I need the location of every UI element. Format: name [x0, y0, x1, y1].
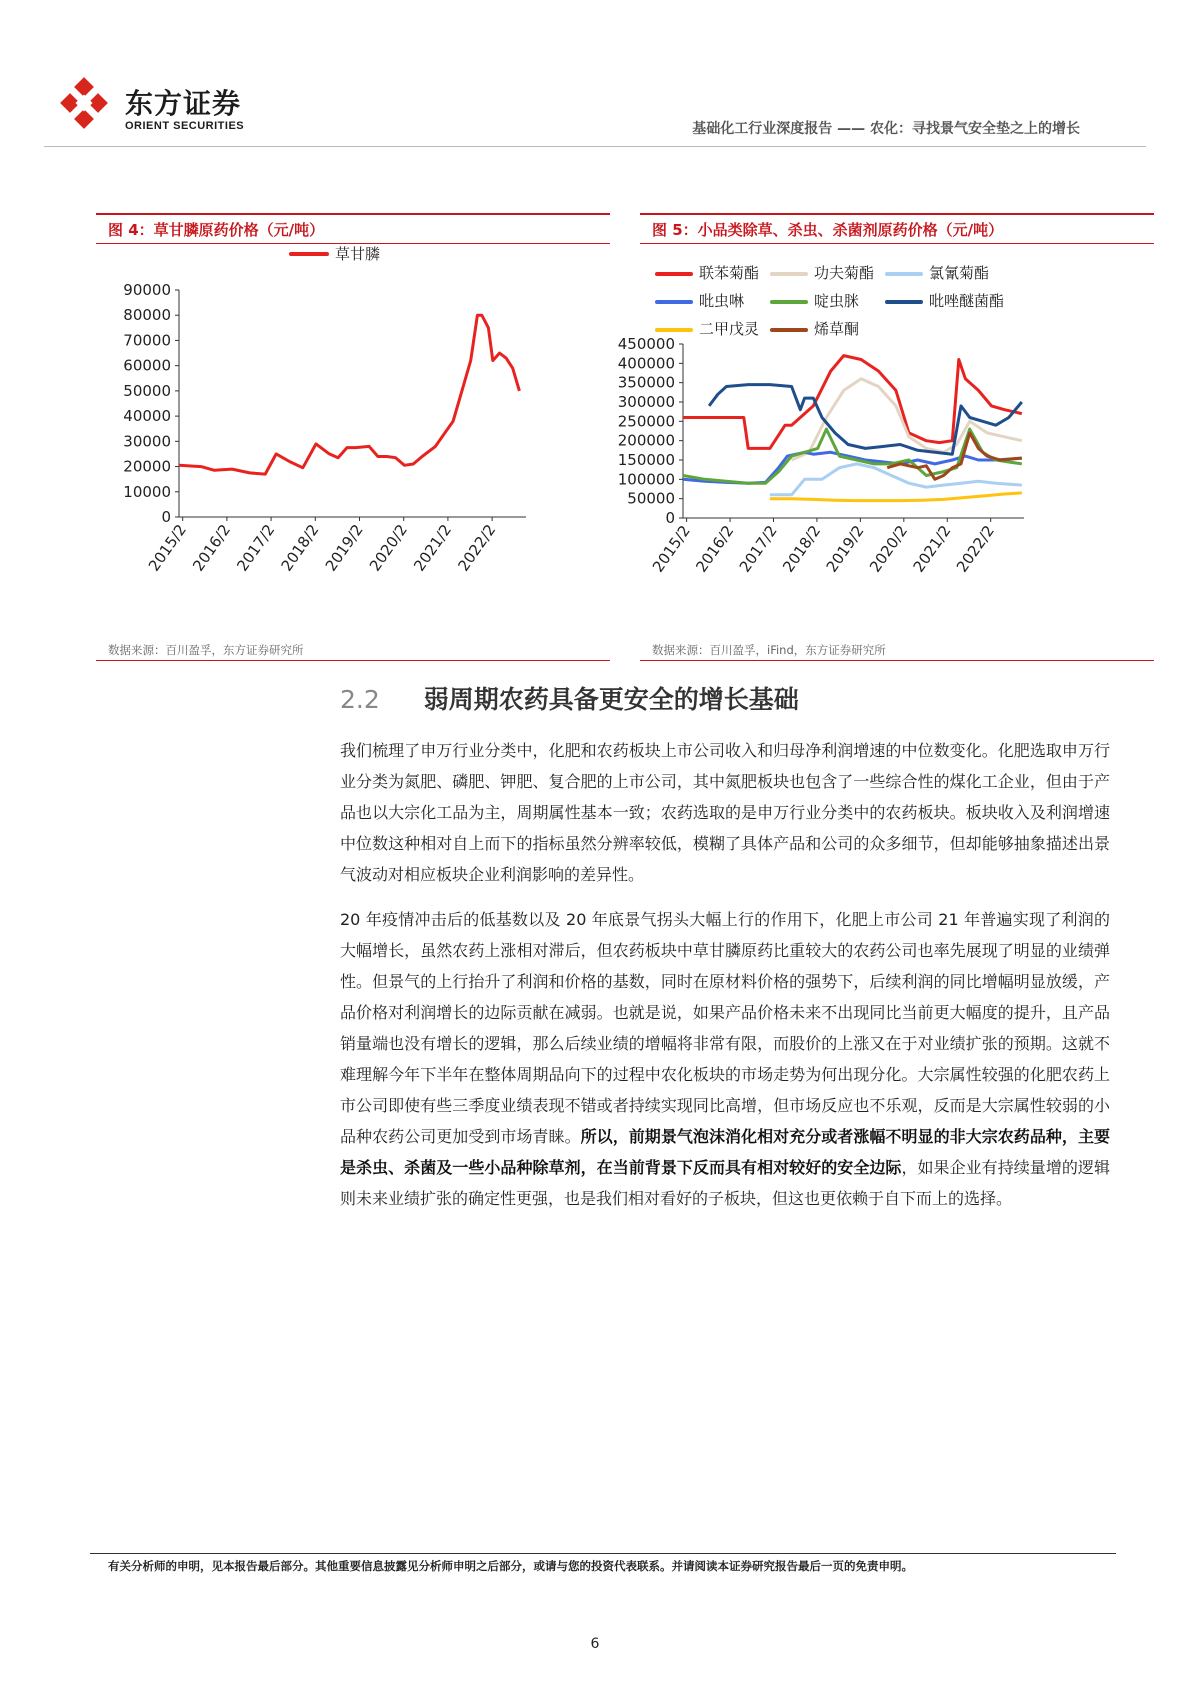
- y-tick-label: 30000: [123, 432, 171, 451]
- x-tick-label: 2016/2: [692, 521, 738, 576]
- legend-item: [770, 262, 874, 283]
- x-tick-label: 2021/2: [909, 521, 955, 576]
- y-tick-label: 300000: [617, 393, 675, 411]
- y-tick-label: 250000: [617, 412, 675, 431]
- legend-label: 吡唑醚菌酯: [929, 292, 1005, 310]
- legend-swatch: [655, 328, 693, 332]
- legend-label: 吡虫啉: [699, 292, 745, 310]
- y-tick-label: 80000: [123, 306, 171, 325]
- figure-4-chart: [96, 245, 610, 630]
- y-tick-label: 400000: [617, 354, 675, 373]
- x-tick-label: 2021/2: [410, 520, 456, 575]
- figure-5-top-rule: [640, 213, 1154, 215]
- y-tick-label: 100000: [617, 470, 675, 489]
- x-tick-label: 2015/2: [648, 521, 694, 576]
- figure-5-title-rule: [640, 243, 1154, 244]
- x-tick-label: 2017/2: [233, 520, 279, 575]
- logo-mark-icon: [55, 78, 117, 134]
- legend-swatch: [655, 272, 693, 276]
- paragraph-2-bold: 所以，前期景气泡沫消化相对充分或者涨幅不明显的非大宗农药品种，主要是杀虫、杀菌及一些小品种除草剂，在当前背景下反而具有相对较好的安全边际: [340, 1127, 1110, 1177]
- legend-item: [655, 290, 744, 311]
- y-tick-label: 60000: [123, 356, 171, 375]
- x-tick-label: 2017/2: [735, 521, 781, 576]
- footer-divider: [90, 1553, 1116, 1554]
- paragraph-2: [340, 904, 1110, 1214]
- section-number: 2.2: [340, 685, 380, 714]
- report-title: 基础化工行业深度报告 —— 农化：寻找景气安全垫之上的增长: [692, 121, 1080, 137]
- legend-item: [655, 262, 759, 283]
- figure-5-legend: [640, 262, 1154, 357]
- x-tick-label: 2015/2: [144, 520, 190, 575]
- y-tick-label: 90000: [123, 281, 171, 299]
- header-divider: [44, 146, 1146, 147]
- figure-4-title-rule: [96, 243, 610, 244]
- figure-4-top-rule: [96, 213, 610, 215]
- figure-4-source-rule: [96, 660, 610, 661]
- y-tick-label: 50000: [627, 489, 675, 508]
- legend-swatch: [770, 272, 808, 276]
- legend-swatch: [885, 300, 923, 304]
- series-line: [770, 493, 1022, 501]
- x-tick-label: 2018/2: [779, 521, 825, 576]
- axes: [123, 281, 526, 575]
- series-line: [179, 315, 519, 474]
- brand-name-en: ORIENT SECURITIES: [125, 120, 245, 132]
- legend-swatch: [770, 328, 808, 332]
- x-tick-label: 2019/2: [321, 520, 367, 575]
- y-tick-label: 10000: [123, 482, 171, 501]
- x-tick-label: 2016/2: [189, 520, 235, 575]
- figure-5-chart: [617, 335, 1154, 642]
- section-heading: [340, 680, 799, 716]
- x-tick-label: 2022/2: [952, 521, 998, 576]
- y-tick-label: 0: [161, 508, 171, 526]
- legend-label: 烯草酮: [814, 320, 860, 338]
- company-logo: [55, 78, 285, 138]
- x-tick-label: 2020/2: [365, 520, 411, 575]
- y-tick-label: 70000: [123, 331, 171, 350]
- x-tick-label: 2018/2: [277, 520, 323, 575]
- figure-4-source: 数据来源：百川盈孚，东方证券研究所: [108, 643, 304, 657]
- paragraph-2-text-c: ，如果企业有持续量增的逻辑则未来业绩扩张的确定性更强，也是我们相对看好的子板块，但这也更依赖于自下而上的选择。: [340, 1158, 1110, 1208]
- legend-label: 氯氰菊酯: [929, 264, 990, 282]
- figure-5-source: 数据来源：百川盈孚，iFind，东方证券研究所: [652, 643, 886, 657]
- figure-5-source-rule: [640, 660, 1154, 661]
- x-tick-label: 2022/2: [454, 520, 500, 575]
- series-line: [770, 464, 1022, 495]
- legend-item: [770, 318, 859, 339]
- x-tick-label: 2020/2: [866, 521, 912, 576]
- y-tick-label: 350000: [617, 373, 675, 392]
- section-title: 弱周期农药具备更安全的增长基础: [423, 685, 799, 714]
- paragraph-1: 我们梳理了申万行业分类中，化肥和农药板块上市公司收入和归母净利润增速的中位数变化。化肥选取申万行业分类为氮肥、磷肥、钾肥、复合肥的上市公司，其中氮肥板块也包含了一些综合性的煤化工企业，但由于产品也以大宗化工品为主，周期属性基本一致；农药选取的是申万行业分类中的农药板块。板块收入及利润增速中位数这种相对自上而下的指标虽然分辨率较低，模糊了具体产品和公司的众多细节，但却能够抽象描述出景气波动对相应板块企业利润影响的差异性。: [340, 741, 1110, 884]
- legend-label: 啶虫脒: [814, 292, 860, 310]
- y-tick-label: 150000: [617, 451, 675, 469]
- legend-label: 功夫菊酯: [814, 264, 875, 282]
- y-tick-label: 200000: [617, 431, 675, 450]
- y-tick-label: 0: [665, 509, 675, 527]
- legend-label: 草甘膦: [335, 245, 381, 263]
- legend-swatch: [770, 300, 808, 304]
- y-tick-label: 50000: [123, 381, 171, 400]
- y-tick-label: 40000: [123, 407, 171, 426]
- brand-name-cn: 东方证券: [125, 87, 242, 120]
- legend-item: [885, 290, 1004, 311]
- legend-swatch: [655, 300, 693, 304]
- legend-item: [885, 262, 989, 283]
- legend-label: 联苯菊酯: [699, 264, 760, 282]
- legend-swatch: [885, 272, 923, 276]
- paragraph-2-text-a: 20 年疫情冲击后的低基数以及 20 年底景气拐头大幅上行的作用下，化肥上市公司 21 年普遍实现了利润的大幅增长，虽然农药上涨相对滞后，但农药板块中草甘膦原药比重较大的农药公司也率先展现了明显的业绩弹性。但景气的上行抬升了利润和价格的基数，同时在原材料价格的强势下，后续利润的同比增幅明显放缓，产品价格对利润增长的边际贡献在减弱。也就是说，如果产品价格未来不出现同比当前更大幅度的提升，且产品销量端也没有增长的逻辑，那么后续业绩的增幅将非常有限，而股价的上涨又在于对业绩扩张的预期。这就不难理解今年下半年在整体周期品向下的过程中农化板块的市场走势为何出现分化。大宗属性较强的化肥农药上市公司即使有些三季度业绩表现不错或者持续实现同比高增，但市场反应也不乐观，反而是大宗属性较弱的小品种农药公司更加受到市场青睐。: [340, 910, 1110, 1146]
- legend: [291, 245, 380, 263]
- figure-5-title: 图 5：小品类除草、杀虫、杀菌剂原药价格（元/吨）: [652, 221, 1004, 239]
- legend-label: 二甲戊灵: [699, 320, 760, 338]
- y-tick-label: 20000: [123, 457, 171, 476]
- footer-disclaimer: 有关分析师的申明，见本报告最后部分。其他重要信息披露见分析师申明之后部分，或请与您的投资代表联系。并请阅读本证券研究报告最后一页的免责申明。: [108, 1559, 913, 1573]
- legend-item: [770, 290, 859, 311]
- x-tick-label: 2019/2: [822, 521, 868, 576]
- y-tick-label: 450000: [617, 335, 675, 353]
- page-number: 6: [590, 1636, 600, 1652]
- figure-4-title: 图 4：草甘膦原药价格（元/吨）: [108, 221, 325, 239]
- series-line: [683, 452, 1022, 483]
